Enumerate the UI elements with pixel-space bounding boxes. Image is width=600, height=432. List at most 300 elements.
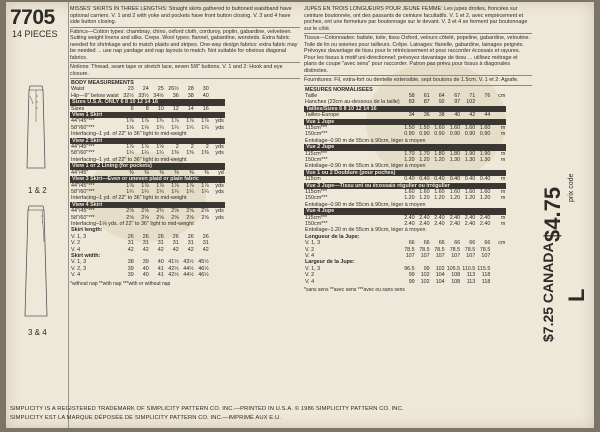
cell-value: ⅜ — [144, 169, 149, 176]
cell-value: 38 — [187, 92, 194, 99]
cell-value: 38 — [127, 259, 134, 266]
french-tissus: Tissus—Cotonnades: batiste, toile, tissu Oxford, velours côtelé, popeline, gabardine, veloutine. Toile de lin ou soieries pour tailleurs. Crêpe. Lainages: flanelle, gabardine, lainages peignés. Prévoyez davantage de tissu pour le rétrécissement et pour raccorder écossais et rayures. Pour les tissus à motif uni-directionnel: prévoyez davantage de tissu ... utilisez métrage et plans de coupe "avec sens" pour raccorder. Patron pas prévu pour tissus à diagonales distinctes. — [304, 35, 531, 74]
row-label: 150cm*** — [305, 195, 328, 202]
row-label: V. 4 — [71, 272, 81, 279]
cell-value: 104 — [435, 272, 445, 279]
cell-value: 46½ — [198, 265, 209, 272]
cell-value: 39 — [142, 259, 149, 266]
view2-yardage-row — [70, 150, 225, 156]
cell-value: 113 — [466, 278, 476, 285]
row-label: 115cm*** — [305, 214, 328, 221]
cell-value: 107 — [420, 253, 430, 260]
cell-value: 2.40 — [464, 221, 476, 228]
largeur-header: Largeur de la Jupe: — [305, 259, 355, 266]
cell-value: 1¾ — [156, 118, 164, 125]
english-notions: Notions: Thread, seam tape or stretch lace, seven 5/8" buttons. V. 1 and 2: Hook and eye closure. — [70, 64, 283, 77]
cell-value: 66 — [408, 240, 415, 247]
cell-value: 87 — [423, 99, 430, 106]
cell-value: 2⅝ — [156, 214, 164, 221]
cell-value: 1¼ — [141, 150, 149, 157]
cell-value: 1.60 — [434, 189, 445, 195]
row-label: V. 1, 3 — [305, 265, 321, 272]
cell-value: 2.40 — [464, 214, 476, 221]
cell-value: 32½ — [123, 92, 134, 99]
row-label: V. 2 — [305, 272, 315, 279]
cell-value: 105.5 — [446, 265, 461, 272]
cell-value: ⅜ — [204, 169, 209, 176]
row-label: 150cm*** — [305, 131, 328, 138]
pattern-number: 7705 — [10, 6, 55, 29]
cell-value: ⅜ — [174, 169, 179, 176]
cell-value: 2.40 — [479, 214, 491, 221]
cell-value: 1¼ — [186, 124, 194, 131]
cell-value: 118 — [481, 272, 491, 279]
cell-value: 1¼ — [156, 188, 164, 195]
view3-interfacing: Interfacing–1 yd. of 22" to 36" light to mid-weight — [71, 195, 187, 202]
cell-value: 0.40 — [404, 176, 415, 183]
cell-value: m — [500, 214, 506, 221]
cell-value: 2⅝ — [201, 214, 209, 221]
cell-value: 12 — [172, 105, 179, 112]
cell-value: 44½ — [183, 265, 194, 272]
cell-value: 26½ — [168, 86, 179, 93]
vue3-header: Vue 3 Jupe—Tissu uni ou écossais régulier ou irrégulier — [304, 183, 506, 189]
skirt-front-illustration — [16, 82, 56, 172]
french-column — [304, 6, 532, 294]
figure-caption-3-4: 3 & 4 — [28, 328, 47, 337]
row-label: 58"/60"*** — [71, 214, 95, 221]
cell-value: 2⅝ — [141, 208, 149, 215]
cell-value: 1.60 — [464, 189, 476, 195]
cell-value: 41 — [157, 272, 164, 279]
cell-value: m — [500, 195, 506, 202]
row-label: Taille — [305, 92, 318, 99]
cell-value: 1¼ — [126, 150, 134, 157]
cell-value: 66 — [454, 240, 461, 247]
cell-value: 2.40 — [449, 214, 461, 221]
price-code: L — [564, 288, 589, 302]
cell-value: m — [500, 124, 506, 131]
cell-value: 107 — [451, 253, 461, 260]
cell-value: 42 — [202, 246, 209, 253]
cell-value: 115.5 — [477, 265, 491, 272]
view3-yardage-row — [70, 183, 225, 189]
cell-value: 1¼ — [201, 124, 209, 131]
cell-value: 8 — [145, 105, 149, 112]
cell-value: 33½ — [138, 92, 149, 99]
cell-value: 1¼ — [156, 150, 164, 157]
cell-value: 28 — [187, 86, 194, 93]
cell-value: 36 — [423, 112, 430, 119]
cell-value: 92 — [438, 99, 445, 106]
cell-value: 2 — [175, 144, 179, 151]
sizes-usa-bar: Sizes U.S.A. ONLY 6 8 10 12 14 16 — [70, 99, 225, 105]
cell-value: 25 — [157, 86, 164, 93]
cell-value: 97 — [454, 99, 461, 106]
view2-interfacing: Interfacing–1 yd. of 22" to 36" light to mid-weight — [71, 156, 187, 163]
cell-value: 1.20 — [464, 195, 476, 202]
cell-value: 26 — [157, 233, 164, 240]
cell-value: 0.90 — [434, 131, 445, 138]
cell-value: yds — [215, 182, 224, 189]
vue1-header: Vue 1 Jupe — [304, 119, 506, 125]
cell-value: 99 — [423, 265, 430, 272]
price-canada: $7.25 CANADA — [540, 242, 556, 342]
body-measurements-header: BODY MEASUREMENTS — [71, 80, 134, 86]
cell-value: 1.90 — [464, 150, 476, 157]
cell-value: 2⅝ — [201, 208, 209, 215]
cell-value: 42 — [172, 246, 179, 253]
cell-value: 26 — [127, 233, 134, 240]
view1-interfacing: Interfacing–1 yd. of 22" to 36" light to mid-weight — [71, 131, 187, 138]
cell-value: 1.60 — [419, 189, 430, 195]
figure-caption-1-2: 1 & 2 — [28, 186, 47, 195]
row-label: 115cm*** — [305, 189, 328, 195]
cell-value: 2.40 — [479, 221, 491, 228]
price-code-label: prix code — [568, 173, 575, 202]
cell-value: 2.40 — [434, 221, 445, 228]
cell-value: 66 — [469, 240, 476, 247]
cell-value: 41½ — [168, 259, 179, 266]
row-label: 44"/45"*** — [71, 118, 95, 125]
cell-value: 42 — [127, 246, 134, 253]
cell-value: 1.60 — [434, 124, 445, 131]
doublure-header: Vue 1 ou 2 Doublure (pour poches) — [304, 170, 506, 176]
row-label: 115cm*** — [305, 124, 328, 131]
cell-value: 1.60 — [464, 124, 476, 131]
cell-value: 61 — [423, 92, 430, 99]
cell-value: 0.90 — [419, 131, 430, 138]
cell-value: 42½ — [168, 272, 179, 279]
cell-value: 99 — [408, 278, 415, 285]
french-intro: JUPES EN TROIS LONGUEURS POUR JEUNE FEMME: Les jupes droites, froncées sur ceinture boutonnée, ont des passants de ceinture facultatifs. V. 1 et 2, avec empiècement et poches, ont une fermeture par boutonnage sur le devant. V. 3 et 4 se ferment par boutonnage sur le côté. — [304, 6, 528, 32]
row-label: V. 2, 3 — [71, 265, 87, 272]
cell-value: 31 — [172, 240, 179, 247]
cell-value: 1.30 — [464, 156, 476, 163]
cell-value: 26 — [172, 233, 179, 240]
lining-header: View 1 or 2 Lining (for pockets) — [70, 163, 225, 169]
view1-yardage-row — [70, 118, 225, 124]
cell-value: 1¼ — [156, 124, 164, 131]
cell-value: 26 — [202, 233, 209, 240]
cell-value: 2¾ — [156, 208, 164, 215]
vue2-entoilage: Entoilage–0.90 m de 55cm à 90cm, léger à moyen — [305, 163, 426, 170]
cell-value: 2 — [190, 144, 194, 151]
cell-value: 39 — [127, 272, 134, 279]
cell-value: 14 — [187, 105, 194, 112]
view4-interfacing: Interfacing–1⅛ yds. of 22" to 36" light to mid-weight — [71, 220, 194, 227]
cell-value: 71 — [469, 92, 476, 99]
cell-value: 1.90 — [479, 150, 491, 157]
french-fournitures: Fournitures: Fil, extra-fort ou dentelle extensible, sept boutons de 1.5cm. V. 1 et 2: Agrafe. — [304, 77, 519, 83]
cell-value: yds — [215, 144, 224, 151]
cell-value: 44½ — [183, 272, 194, 279]
cell-value: 31 — [142, 240, 149, 247]
cell-value: 78.5 — [449, 246, 461, 253]
row-label: 44"/45"*** — [71, 182, 95, 189]
cell-value: 1.20 — [419, 156, 430, 163]
cell-value: 1.20 — [404, 156, 415, 163]
skirt-length-header: Skirt length: — [71, 227, 103, 234]
cell-value: 2.40 — [449, 221, 461, 228]
cell-value: 2⅝ — [126, 214, 134, 221]
cell-value: 2⅝ — [141, 214, 149, 221]
row-label: 115cm*** — [305, 150, 328, 157]
row-label: V. 1, 3 — [71, 233, 87, 240]
cell-value: 1.30 — [449, 156, 461, 163]
cell-value: 0.40 — [479, 176, 491, 183]
pieces-count: 14 PIECES — [12, 29, 58, 39]
cell-value: 1.80 — [449, 150, 461, 157]
cell-value: 64 — [438, 92, 445, 99]
cell-value: 1⅞ — [126, 182, 134, 189]
cell-value: 1⅞ — [171, 182, 179, 189]
cell-value: 107 — [466, 253, 476, 260]
cell-value: 31 — [157, 240, 164, 247]
cell-value: 0.90 — [404, 131, 415, 138]
row-label: 150cm*** — [305, 221, 328, 228]
largeur-row — [304, 279, 506, 285]
cell-value: 78.5 — [434, 246, 445, 253]
mesures-header: MESURES NORMALISEES — [305, 86, 373, 93]
cell-value: 1⅞ — [186, 118, 194, 125]
cell-value: 1.60 — [479, 189, 491, 195]
cell-value: 1¼ — [201, 188, 209, 195]
cell-value: 1¼ — [141, 188, 149, 195]
cell-value: 34 — [408, 112, 415, 119]
cell-value: 45½ — [198, 259, 209, 266]
cell-value: 1.20 — [419, 195, 430, 202]
english-footnote: *without nap **with nap ***with or without nap — [70, 280, 171, 287]
row-label: 150cm*** — [305, 156, 328, 163]
cell-value: 1⅛ — [141, 124, 149, 131]
cell-value: 31 — [187, 240, 194, 247]
english-intro: MISSES' SKIRTS IN THREE LENGTHS: Straight skirts gathered to buttoned waistband have optional carriers. V. 1 and 2 with yoke and pockets have front button closing. V. 3 and 4 have side button closing. — [70, 6, 292, 25]
cell-value: 40 — [454, 112, 461, 119]
row-label: V. 1, 3 — [71, 259, 87, 266]
cell-value: ⅜ — [129, 169, 134, 176]
cell-value: 66 — [484, 240, 491, 247]
english-fabrics: Fabrics—Cotton types: chambray, chino, oxford cloth, corduroy, poplin, gabardine, velveteen. Suiting weight linens and silks. Crepe. Wool types: flannel, gabardine, worsteds. Extra fabric needed for shrinkage and to match plaids and stripes. One-way design fabrics: extra fabric may be needed ... use nap yardage and nap layouts to match. Not suitable for obvious diagonal fabrics. — [70, 28, 298, 61]
cell-value: cm — [498, 240, 506, 247]
cell-value: cm — [498, 92, 506, 99]
cell-value: 67 — [454, 92, 461, 99]
cell-value: 83 — [408, 99, 415, 106]
cell-value: 1¼ — [126, 188, 134, 195]
cell-value: 2.40 — [419, 221, 430, 228]
cell-value: 31 — [202, 240, 209, 247]
cell-value: 1⅜ — [171, 150, 179, 157]
english-yardage-table — [70, 80, 225, 279]
cell-value: 1⅞ — [141, 118, 149, 125]
cell-value: 1⅞ — [126, 118, 134, 125]
cell-value: 1.20 — [434, 156, 445, 163]
vue3-entoilage: Entoilage–0.90 m de 55cm à 90cm, léger à moyen — [305, 201, 426, 208]
cell-value: 1.60 — [449, 124, 461, 131]
row-label: V. 4 — [71, 246, 81, 253]
row-label: V. 4 — [305, 253, 315, 260]
cell-value: 1⅞ — [141, 144, 149, 151]
cell-value: yds — [215, 208, 224, 215]
cell-value: 78.5 — [419, 246, 430, 253]
cell-value: 66 — [423, 240, 430, 247]
cell-value: 108 — [451, 278, 461, 285]
cell-value: 1.20 — [404, 195, 415, 202]
cell-value: 42 — [469, 112, 476, 119]
cell-value: 43½ — [183, 259, 194, 266]
cell-value: 26 — [187, 233, 194, 240]
cell-value: 40 — [157, 259, 164, 266]
vue4-entoilage: Entoilage–1.20 m de 55cm à 90cm, léger à moyen — [305, 227, 426, 234]
skirt-width-row — [70, 272, 225, 278]
cell-value: 2⅝ — [186, 208, 194, 215]
french-footnote: *sans sens **avec sens ***avec ou sans sens — [304, 287, 405, 294]
vue1-entoilage: Entoilage–0.90 m de 55cm à 90cm, léger à moyen — [305, 137, 426, 144]
cell-value: 1.20 — [434, 195, 445, 202]
cell-value: 66 — [438, 240, 445, 247]
view4-yardage-row — [70, 215, 225, 221]
cell-value: m — [500, 150, 506, 157]
cell-value: yds — [215, 150, 224, 157]
cell-value: 1¼ — [171, 124, 179, 131]
view1-header: View 1 Skirt — [70, 112, 225, 118]
cell-value: m — [500, 131, 506, 138]
price-strip — [532, 2, 594, 428]
cell-value: 38 — [438, 112, 445, 119]
cell-value: m — [500, 176, 506, 183]
cell-value: 34½ — [153, 92, 164, 99]
cell-value: 1⅞ — [156, 182, 164, 189]
cell-value: 99 — [408, 272, 415, 279]
cell-value: 2⅝ — [171, 214, 179, 221]
cell-value: 40 — [142, 272, 149, 279]
cell-value: 110.5 — [462, 265, 476, 272]
price-usa: $4.75 — [540, 186, 565, 242]
cell-value: 1.50 — [419, 124, 430, 131]
row-label: Tailles-Europe — [305, 112, 340, 119]
cell-value: 2.40 — [434, 214, 445, 221]
english-column — [70, 6, 300, 287]
cell-value: 102 — [420, 278, 430, 285]
cell-value: 1¼ — [171, 188, 179, 195]
row-label: 58"/60"*** — [71, 124, 95, 131]
cell-value: 6 — [130, 105, 134, 112]
cell-value: 42 — [142, 246, 149, 253]
cell-value: 107 — [435, 253, 445, 260]
cell-value: 1.70 — [404, 150, 415, 157]
cell-value: 30 — [202, 86, 209, 93]
cell-value: 0.40 — [419, 176, 430, 183]
cell-value: 41 — [157, 265, 164, 272]
row-label: Hip—9" below waist — [71, 92, 119, 99]
view4-header: View 4 Skirt — [70, 202, 225, 208]
skirt-width-header: Skirt width: — [71, 252, 101, 259]
vue2-header: Vue 2 Jupe — [304, 144, 506, 150]
cell-value: 1⅞ — [186, 182, 194, 189]
cell-value: 1.60 — [404, 189, 415, 195]
cell-value: 26 — [142, 233, 149, 240]
cell-value: 39 — [127, 265, 134, 272]
cell-value: ⅜ — [189, 169, 194, 176]
skirt-side-illustration — [16, 202, 56, 322]
cell-value: 102 — [435, 265, 445, 272]
cell-value: 23 — [127, 86, 134, 93]
cell-value: 42½ — [168, 265, 179, 272]
cell-value: 1⅞ — [201, 118, 209, 125]
cell-value: 108 — [451, 272, 461, 279]
cell-value: 102 — [420, 272, 430, 279]
cell-value: 113 — [466, 272, 476, 279]
cell-value: 1⅞ — [126, 144, 134, 151]
row-label: 115cm — [305, 176, 321, 183]
cell-value: 40 — [142, 265, 149, 272]
cell-value: 0.90 — [449, 131, 461, 138]
pattern-envelope-back — [6, 2, 594, 428]
longueur-header: Longueur de la Jupe: — [305, 233, 360, 240]
row-label: Waist — [71, 86, 85, 93]
cell-value: yds — [215, 214, 224, 221]
cell-value: 31 — [127, 240, 134, 247]
cell-value: 2⅝ — [171, 208, 179, 215]
cell-value: 107 — [405, 253, 415, 260]
cell-value: 1⅞ — [171, 118, 179, 125]
cell-value: 58 — [408, 92, 415, 99]
cell-value: 2⅝ — [126, 208, 134, 215]
cell-value: 24 — [142, 86, 149, 93]
row-label: 44"/45" — [71, 169, 89, 176]
cell-value: 1.20 — [479, 195, 491, 202]
cell-value: 1.60 — [449, 189, 461, 195]
cell-value: 1⅞ — [201, 182, 209, 189]
view4-yardage-row — [70, 208, 225, 214]
row-label: Hanches (23cm au-dessous de la taille) — [305, 99, 400, 106]
cell-value: 0.40 — [434, 176, 445, 183]
cell-value: 1⅝ — [156, 144, 164, 151]
cell-value: 0.40 — [464, 176, 476, 183]
cell-value: m — [500, 221, 506, 228]
vue4-header: Vue 4 Jupe — [304, 208, 506, 214]
cell-value: 1⅜ — [201, 150, 209, 157]
cell-value: 36 — [172, 92, 179, 99]
cell-value: 96.5 — [404, 265, 415, 272]
cell-value: 46½ — [198, 272, 209, 279]
cell-value: 16 — [202, 105, 209, 112]
tailles-bar: Tailles/Sizes 6 8 10 12 14 16 — [304, 106, 506, 112]
row-label: V. 2 — [305, 246, 315, 253]
cell-value: 1¼ — [186, 188, 194, 195]
cell-value: yd — [218, 169, 224, 176]
view2-header: View 2 Skirt — [70, 138, 225, 144]
cell-value: 2.40 — [404, 214, 415, 221]
cell-value: 1⅛ — [126, 124, 134, 131]
cell-value: 2.40 — [419, 214, 430, 221]
cell-value: 1.20 — [449, 195, 461, 202]
cell-value: 44 — [484, 112, 491, 119]
row-label: 44"/45"*** — [71, 208, 95, 215]
cell-value: 102 — [466, 99, 476, 106]
cell-value: 78.5 — [404, 246, 415, 253]
row-label: Sizes — [71, 105, 85, 112]
cell-value: yds — [215, 188, 224, 195]
footer-line-1: SIMPLICITY IS A REGISTERED TRADEMARK OF SIMPLICITY PATTERN CO. INC.—PRINTED IN U.S.A. © 1986 SIMPLICITY PATTERN CO. INC. — [10, 406, 404, 412]
cell-value: m — [500, 156, 506, 163]
cell-value: 118 — [481, 278, 491, 285]
row-label: 58"/60"*** — [71, 188, 95, 195]
cell-value: 42 — [157, 246, 164, 253]
left-panel — [6, 2, 69, 428]
cell-value: yds — [215, 124, 224, 131]
cell-value: 40 — [202, 92, 209, 99]
